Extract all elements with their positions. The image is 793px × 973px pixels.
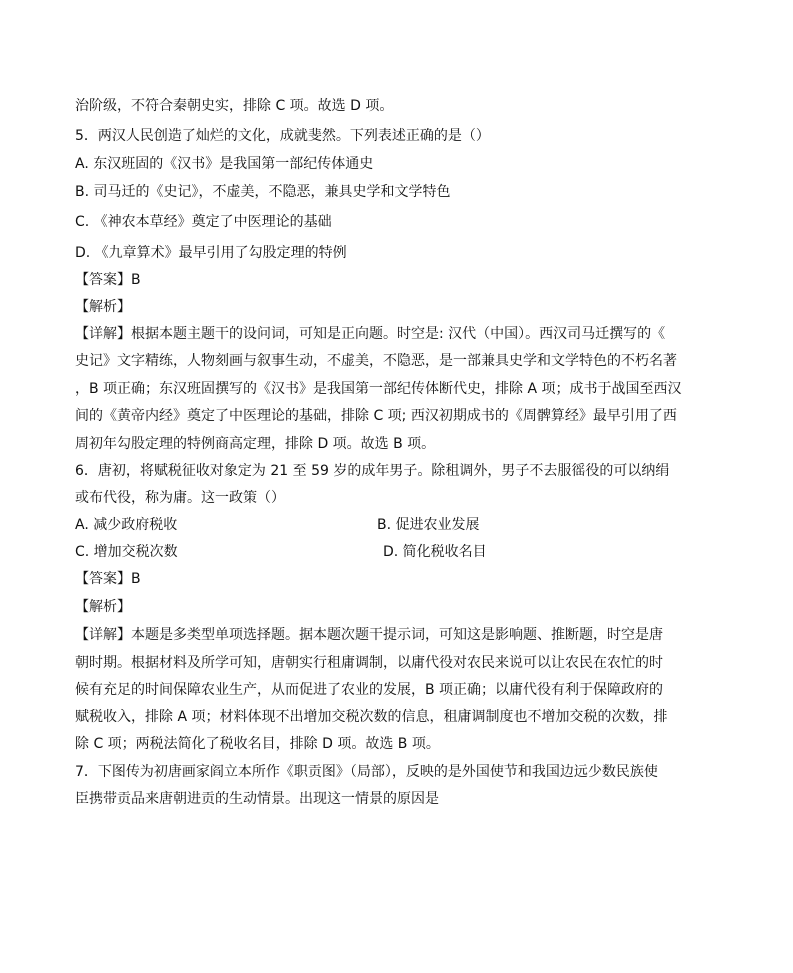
- q5-answer: 【答案】B: [75, 272, 141, 288]
- question-6-stem-cont: 或布代役，称为庸。这一政策（）: [75, 490, 285, 506]
- q5-detail-line-5: 周初年勾股定理的特例商高定理，排除 D 项。故选 B 项。: [75, 436, 436, 452]
- question-7-stem-cont: 臣携带贡品来唐朝进贡的生动情景。出现这一情景的原因是: [75, 791, 439, 807]
- question-7-stem: 7．下图传为初唐画家阎立本所作《职贡图》（局部），反映的是外国使节和我国边远少数民族使: [75, 764, 658, 780]
- q5-detail-line-4: 间的《黄帝内经》奠定了中医理论的基础，排除 C 项; 西汉初期成书的《周髀算经》最早引用了西: [75, 408, 677, 424]
- q5-option-a: A. 东汉班固的《汉书》是我国第一部纪传体通史: [75, 156, 374, 172]
- q5-analysis-label: 【解析】: [75, 299, 131, 315]
- q6-option-d: D. 简化税收名目: [383, 544, 487, 560]
- question-6-stem: 6．唐初，将赋税征收对象定为 21 至 59 岁的成年男子。除租调外，男子不去服徭役的可以纳绢: [75, 463, 670, 479]
- q6-detail-line-5: 除 C 项；两税法简化了税收名目，排除 D 项。故选 B 项。: [75, 736, 440, 752]
- q6-analysis-label: 【解析】: [75, 599, 131, 615]
- q5-detail-line-1: 【详解】根据本题主题干的设问词，可知是正向题。时空是: 汉代（中国）。西汉司马迁撰写的《: [75, 326, 666, 342]
- question-5-stem: 5．两汉人民创造了灿烂的文化，成就斐然。下列表述正确的是（）: [75, 128, 490, 144]
- q6-answer: 【答案】B: [75, 571, 141, 587]
- q4-explanation-end: 治阶级，不符合秦朝史实，排除 C 项。故选 D 项。: [75, 98, 394, 114]
- q6-option-b: B. 促进农业发展: [377, 517, 480, 533]
- q5-option-d: D. 《九章算术》最早引用了勾股定理的特例: [75, 245, 347, 261]
- q6-detail-line-4: 赋税收入，排除 A 项；材料体现不出增加交税次数的信息，租庸调制度也不增加交税的次数，排: [75, 709, 668, 725]
- q6-option-a: A. 减少政府税收: [75, 517, 178, 533]
- q5-detail-line-3: ，B 项正确；东汉班固撰写的《汉书》是我国第一部纪传体断代史，排除 A 项；成书于战国至西汉: [75, 381, 682, 397]
- q6-detail-line-1: 【详解】本题是多类型单项选择题。据本题次题干提示词，可知这是影响题、推断题，时空是唐: [75, 627, 663, 643]
- q6-option-c: C. 增加交税次数: [75, 544, 178, 560]
- q6-detail-line-3: 候有充足的时间保障农业生产，从而促进了农业的发展，B 项正确；以庸代役有利于保障政府的: [75, 682, 664, 698]
- q5-option-b: B. 司马迁的《史记》，不虚美，不隐恶，兼具史学和文学特色: [75, 184, 451, 200]
- q5-option-c: C. 《神农本草经》奠定了中医理论的基础: [75, 214, 332, 230]
- q5-detail-line-2: 史记》文字精练，人物刻画与叙事生动，不虚美，不隐恶，是一部兼具史学和文学特色的不朽名著: [75, 353, 677, 369]
- q6-detail-line-2: 朝时期。根据材料及所学可知，唐朝实行租庸调制，以庸代役对农民来说可以让农民在农忙的时: [75, 655, 663, 671]
